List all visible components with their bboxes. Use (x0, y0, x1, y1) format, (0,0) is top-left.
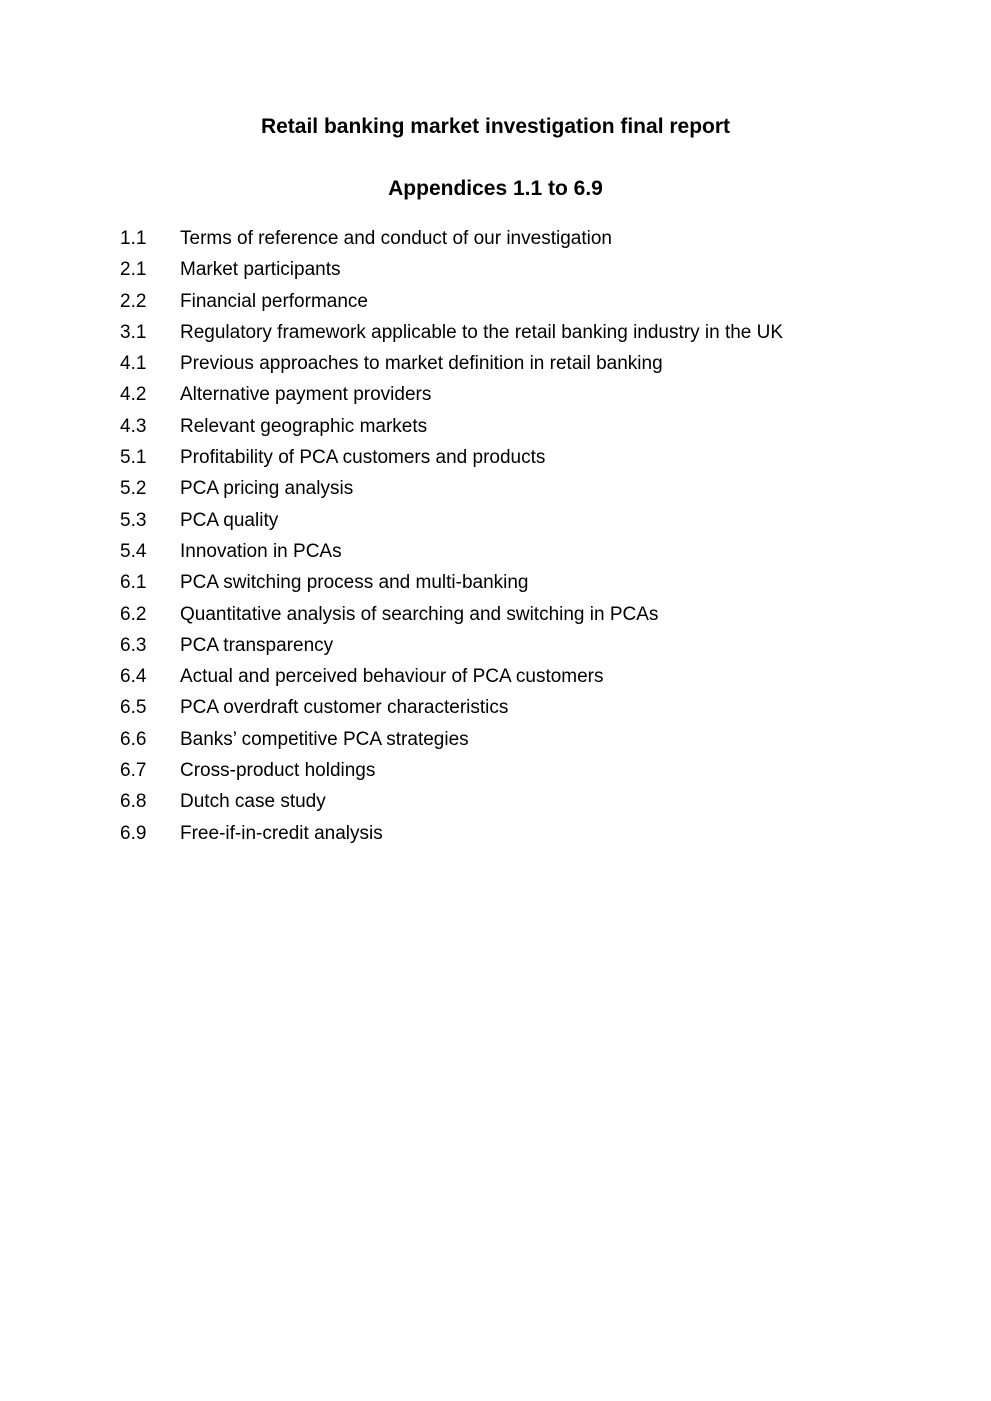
appendix-label: Banks’ competitive PCA strategies (180, 728, 469, 750)
appendix-label: Cross-product holdings (180, 760, 376, 782)
appendix-item (120, 254, 783, 285)
appendix-item (120, 442, 783, 473)
appendix-number: 6.3 (120, 634, 147, 656)
appendix-label: Free-if-in-credit analysis (180, 822, 383, 844)
appendix-number: 1.1 (120, 228, 147, 249)
appendix-number: 4.3 (120, 415, 147, 437)
appendix-item (120, 818, 783, 849)
appendix-number: 6.9 (120, 822, 147, 844)
appendix-number: 6.7 (120, 760, 147, 782)
appendix-item (120, 599, 783, 630)
appendix-list (120, 223, 783, 849)
appendix-number: 5.4 (120, 540, 147, 562)
appendix-item (120, 536, 783, 567)
appendix-label: Profitability of PCA customers and products (180, 447, 546, 469)
appendix-label: Quantitative analysis of searching and switching in PCAs (180, 603, 659, 625)
appendix-number: 6.5 (120, 697, 147, 719)
appendix-item (120, 567, 783, 598)
appendix-label: Relevant geographic markets (180, 415, 428, 437)
appendix-label: PCA overdraft customer characteristics (180, 697, 509, 719)
appendix-item (120, 630, 783, 661)
appendix-number: 6.8 (120, 791, 147, 813)
appendix-item (120, 661, 783, 692)
appendix-item (120, 223, 783, 254)
appendix-label: Financial performance (180, 290, 368, 312)
appendix-number: 4.2 (120, 384, 147, 406)
appendix-number: 2.1 (120, 259, 147, 281)
appendix-label: Terms of reference and conduct of our investigation (180, 228, 612, 249)
appendix-label: Regulatory framework applicable to the retail banking industry in the UK (180, 321, 784, 343)
appendix-number: 6.2 (120, 603, 147, 625)
appendix-number: 5.1 (120, 447, 147, 469)
appendix-label: Innovation in PCAs (180, 540, 342, 562)
appendix-label: PCA pricing analysis (180, 478, 354, 500)
appendix-item (120, 379, 783, 410)
appendix-number: 5.3 (120, 509, 147, 531)
appendix-item (120, 755, 783, 786)
appendix-number: 6.1 (120, 572, 147, 594)
appendix-label: Actual and perceived behaviour of PCA customers (180, 666, 604, 688)
document-subtitle: Appendices 1.1 to 6.9 (388, 177, 603, 200)
document-title: Retail banking market investigation final report (260, 115, 731, 138)
appendix-label: PCA transparency (180, 634, 334, 656)
appendix-item (120, 786, 783, 817)
appendix-number: 4.1 (120, 353, 147, 375)
appendix-item (120, 724, 783, 755)
appendix-item (120, 317, 783, 348)
appendix-number: 6.4 (120, 666, 147, 688)
appendix-item (120, 473, 783, 504)
appendix-number: 3.1 (120, 321, 147, 343)
appendix-label: Dutch case study (180, 791, 326, 813)
appendix-number: 6.6 (120, 728, 147, 750)
appendix-label: PCA switching process and multi-banking (180, 572, 529, 594)
appendix-number: 2.2 (120, 290, 147, 312)
appendix-item (120, 692, 783, 723)
appendix-label: Market participants (180, 259, 341, 281)
appendix-label: PCA quality (180, 509, 279, 531)
appendix-item (120, 505, 783, 536)
appendix-label: Previous approaches to market definition in retail banking (180, 353, 663, 375)
appendix-number: 5.2 (120, 478, 147, 500)
appendix-item (120, 286, 783, 317)
appendix-label: Alternative payment providers (180, 384, 432, 406)
appendix-item (120, 348, 783, 379)
appendix-item (120, 411, 783, 442)
